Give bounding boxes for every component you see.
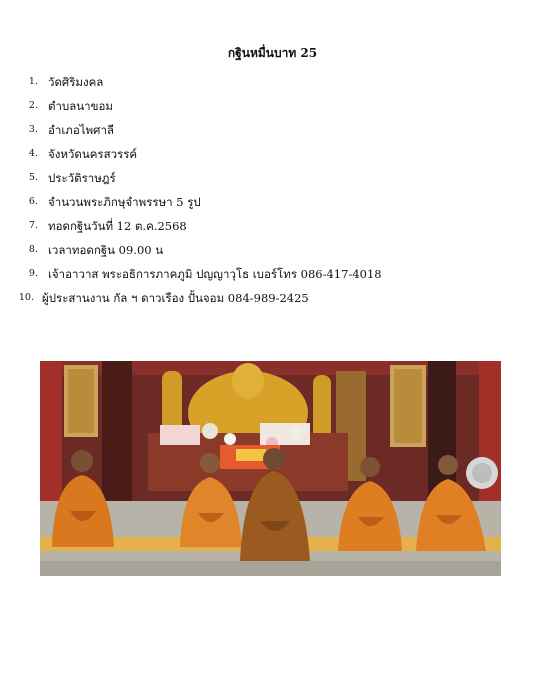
item-text: ประวัติราษฎร์ — [48, 171, 116, 185]
item-number: 7. — [28, 220, 38, 231]
item-number: 10. — [18, 292, 34, 303]
item-number: 3. — [28, 124, 38, 135]
item-text: อำเภอไพศาลี — [48, 123, 114, 137]
item-number: 2. — [28, 100, 38, 111]
item-text: เจ้าอาวาส พระอธิการภาคภูมิ ปญญาวุโธ เบอร์โทร 086-417-4018 — [48, 267, 382, 281]
item-text: จำนวนพระภิกษุจำพรรษา 5 รูป — [48, 195, 201, 209]
item-number: 4. — [28, 148, 38, 159]
item-text: ตำบลนาขอม — [48, 99, 113, 113]
item-text: จังหวัดนครสวรรค์ — [48, 147, 138, 161]
item-number: 9. — [28, 268, 38, 279]
item-number: 6. — [28, 196, 38, 207]
monks-photo — [40, 361, 501, 576]
item-number: 1. — [28, 76, 38, 87]
item-text: วัดศิริมงคล — [48, 75, 104, 89]
item-text: เวลาทอดกฐิน 09.00 น — [48, 243, 164, 257]
item-number: 8. — [28, 244, 38, 255]
item-number: 5. — [28, 172, 38, 183]
page-title: กฐินหมื่นบาท 25 — [227, 46, 318, 60]
item-text: ทอดกฐินวันที่ 12 ต.ค.2568 — [48, 219, 187, 233]
photo-illustration — [40, 361, 501, 576]
item-text: ผู้ประสานงาน กัล ฯ ดาวเรือง ปั้นจอม 084-989-2425 — [42, 291, 309, 305]
